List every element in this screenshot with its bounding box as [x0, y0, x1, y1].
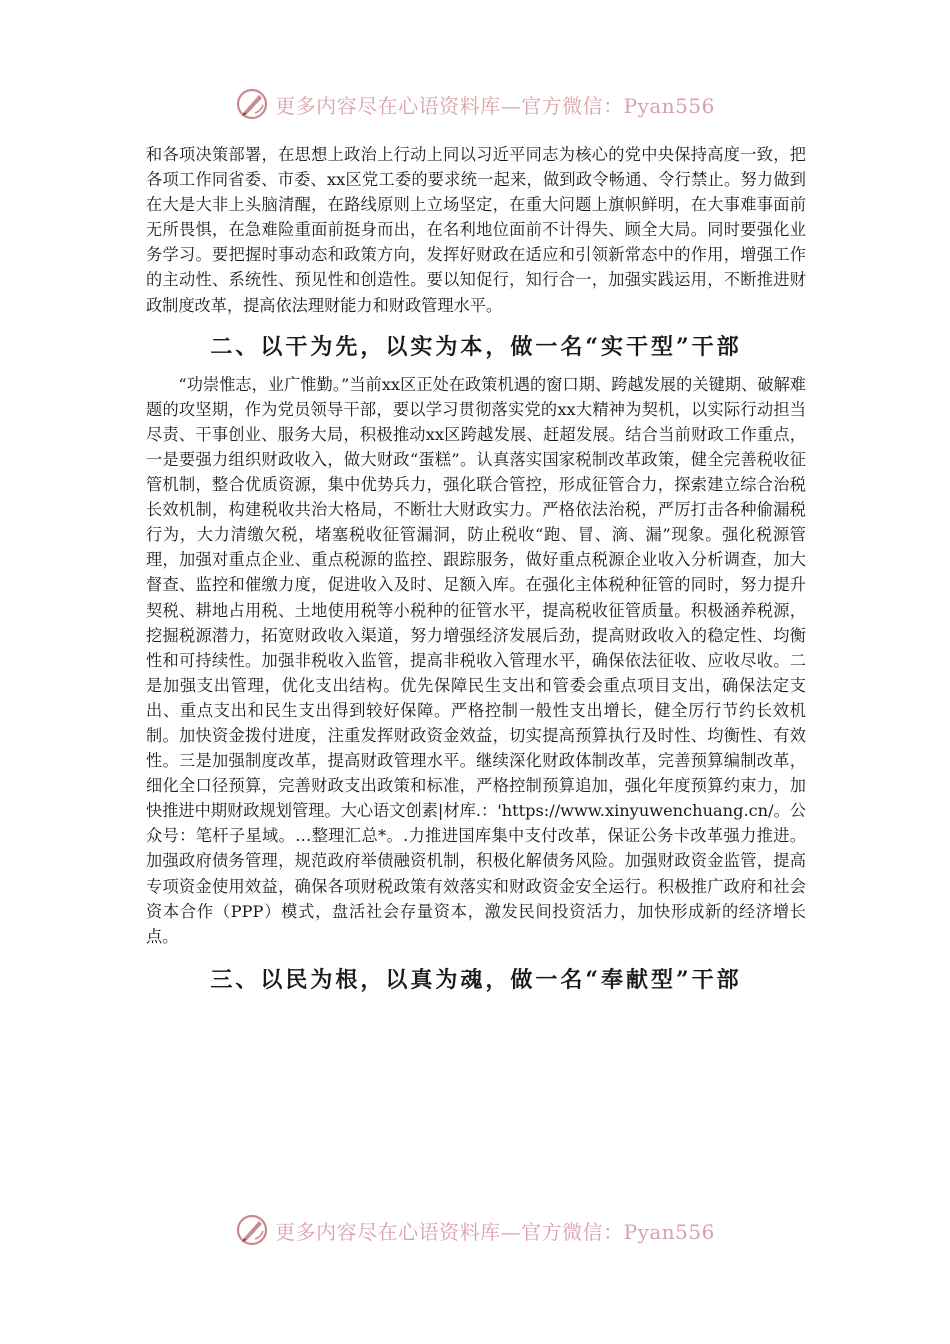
paragraph: 和各项决策部署，在思想上政治上行动上同以习近平同志为核心的党中央保持高度一致，把各项工作同省委、市委、xx区党工委的要求统一起来，做到政令畅通、令行禁止。努力做到在大是大非上头脑清醒，在路线原则上立场坚定，在重大问题上旗帜鲜明，在大事难事面前无所畏惧，在急难险重面前挺身而出，在名利地位面前不计得失、顾全大局。同时要强化业务学习。要把握时事动态和政策方向，发挥好财政在适应和引领新常态中的作用，增强工作的主动性、系统性、预见性和创造性。要以知促行，知行合一，加强实践运用，不断推进财政制度改革，提高依法理财能力和财政管理水平。 — [146, 145, 806, 315]
banner-text: 更多内容尽在心语资料库—官方微信：Pyan556 — [275, 1219, 715, 1244]
paragraph: “功崇惟志，业广惟勤。”当前xx区正处在政策机遇的窗口期、跨越发展的关键期、破解难题的攻坚期，作为党员领导干部，要以学习贯彻落实党的xx大精神为契机，以实际行动担当尽责、干事创业、服务大局，积极推动xx区跨越发展、赶超发展。结合当前财政工作重点，一是要强力组织财政收入，做大财政“蛋糕”。认真落实国家税制改革政策，健全完善税收征管机制，整合优质资源，集中优势兵力，强化联合管控，形成征管合力，探索建立综合治税长效机制，构建税收共治大格局，不断壮大财政实力。严格依法治税，严厉打击各种偷漏税行为，大力清缴欠税，堵塞税收征管漏洞，防止税收“跑、冒、滴、漏”现象。强化税源管理，加强对重点企业、重点税源的监控、跟踪服务，做好重点税源企业收入分析调查，加大督查、监控和催缴力度，促进收入及时、足额入库。在强化主体税种征管的同时，努力提升契税、耕地占用税、土地使用税等小税种的征管水平，提高税收征管质量。积极涵养税源，挖掘税源潜力，拓宽财政收入渠道，努力增强经济发展后劲，提高财政收入的稳定性、均衡性和可持续性。加强非税收入监管，提高非税收入管理水平，确保依法征收、应收尽收。二是加强支出管理，优化支出结构。优先保障民生支出和管委会重点项目支出，确保法定支出、重点支出和民生支出得到较好保障。严格控制一般性支出增长，健全厉行节约长效机制。加快资金拨付进度，注重发挥财政资金效益，切实提高预算执行及时性、均衡性、有效性。三是加强制度改革，提高财政管理水平。继续深化财政体制改革，完善预算编制改革，细化全口径预算，完善财政支出政策和标准，严格控制预算追加，强化年度预算约束力，加快推进中期财政规划管理。大心语文创素|材库.：'https://www.xinyuwenchuang.cn/。公众号：笔杆子星域。…整理汇总*。.力推进国库集中支付改革，保证公务卡改革强力推进。加强政府债务管理，规范政府举债融资机制，积极化解债务风险。加强财政资金监管，提高专项资金使用效益，确保各项财税政策有效落实和财政资金安全运行。积极推广政府和社会资本合作（PPP）模式，盘活社会存量资本，激发民间投资活力，加快形成新的经济增长点。 — [146, 374, 806, 946]
document-body — [146, 142, 806, 995]
pen-circle-logo-icon — [235, 1213, 269, 1247]
section-heading: 二、以干为先，以实为本，做一名“实干型”干部 — [210, 333, 742, 360]
pen-circle-logo-icon — [235, 87, 269, 121]
banner-text: 更多内容尽在心语资料库—官方微信：Pyan556 — [275, 93, 715, 118]
header-banner — [0, 84, 950, 124]
footer-banner — [0, 1210, 950, 1250]
section-heading: 三、以民为根，以真为魂，做一名“奉献型”干部 — [210, 966, 742, 993]
